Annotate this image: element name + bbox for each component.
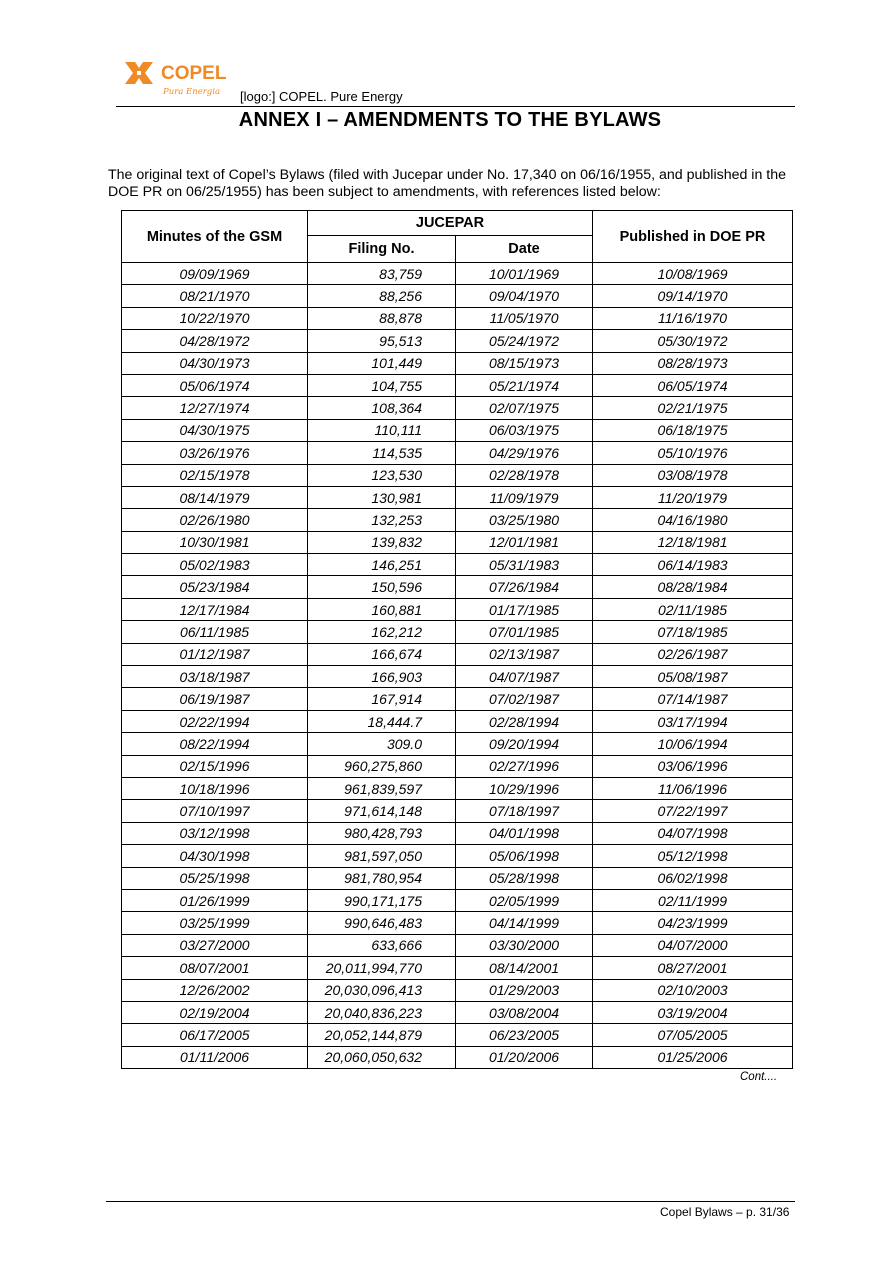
cell-date: 05/21/1974 xyxy=(456,374,593,396)
cell-published: 07/14/1987 xyxy=(593,688,793,710)
cell-filing-no: 961,839,597 xyxy=(308,777,456,799)
cell-minutes: 10/30/1981 xyxy=(122,531,308,553)
table-row xyxy=(122,531,793,553)
cell-date: 07/01/1985 xyxy=(456,621,593,643)
cell-date: 01/29/2003 xyxy=(456,979,593,1001)
header-published: Published in DOE PR xyxy=(593,211,793,263)
cell-published: 03/17/1994 xyxy=(593,710,793,732)
cell-filing-no: 104,755 xyxy=(308,374,456,396)
page-title: ANNEX I – AMENDMENTS TO THE BYLAWS xyxy=(238,109,662,131)
cell-filing-no: 146,251 xyxy=(308,554,456,576)
cell-published: 10/08/1969 xyxy=(593,263,793,285)
cell-published: 12/18/1981 xyxy=(593,531,793,553)
cell-filing-no: 167,914 xyxy=(308,688,456,710)
cell-minutes: 07/10/1997 xyxy=(122,800,308,822)
table-row xyxy=(122,307,793,329)
cell-published: 11/06/1996 xyxy=(593,777,793,799)
cell-minutes: 05/25/1998 xyxy=(122,867,308,889)
cell-filing-no: 309.0 xyxy=(308,733,456,755)
cell-date: 02/28/1994 xyxy=(456,710,593,732)
cell-minutes: 03/27/2000 xyxy=(122,934,308,956)
cell-published: 05/08/1987 xyxy=(593,666,793,688)
cell-filing-no: 960,275,860 xyxy=(308,755,456,777)
table-row xyxy=(122,486,793,508)
cell-filing-no: 88,878 xyxy=(308,307,456,329)
cell-published: 08/28/1984 xyxy=(593,576,793,598)
header-filing-no: Filing No. xyxy=(308,236,456,263)
header-jucepar: JUCEPAR xyxy=(308,211,593,236)
cell-published: 10/06/1994 xyxy=(593,733,793,755)
cell-minutes: 05/02/1983 xyxy=(122,554,308,576)
cell-filing-no: 88,256 xyxy=(308,285,456,307)
cell-minutes: 05/06/1974 xyxy=(122,374,308,396)
cell-filing-no: 83,759 xyxy=(308,263,456,285)
cell-date: 02/13/1987 xyxy=(456,643,593,665)
cell-filing-no: 990,171,175 xyxy=(308,889,456,911)
cell-date: 05/31/1983 xyxy=(456,554,593,576)
cell-minutes: 10/18/1996 xyxy=(122,777,308,799)
table-body xyxy=(122,263,793,1069)
cell-minutes: 03/12/1998 xyxy=(122,822,308,844)
cell-published: 04/07/1998 xyxy=(593,822,793,844)
table-row xyxy=(122,688,793,710)
cell-date: 04/07/1987 xyxy=(456,666,593,688)
cell-minutes: 04/30/1975 xyxy=(122,419,308,441)
cell-published: 07/05/2005 xyxy=(593,1024,793,1046)
cell-minutes: 09/09/1969 xyxy=(122,263,308,285)
cell-date: 05/28/1998 xyxy=(456,867,593,889)
cell-published: 03/06/1996 xyxy=(593,755,793,777)
cell-date: 07/18/1997 xyxy=(456,800,593,822)
continued-note: Cont.... xyxy=(740,1071,778,1083)
table-row xyxy=(122,822,793,844)
copel-logo xyxy=(123,58,233,100)
table-row xyxy=(122,777,793,799)
cell-filing-no: 162,212 xyxy=(308,621,456,643)
cell-minutes: 04/30/1998 xyxy=(122,845,308,867)
cell-minutes: 08/07/2001 xyxy=(122,957,308,979)
cell-published: 06/18/1975 xyxy=(593,419,793,441)
cell-date: 02/28/1978 xyxy=(456,464,593,486)
cell-published: 02/11/1985 xyxy=(593,598,793,620)
amendments-table xyxy=(121,210,793,1069)
logo-wordmark: COPEL xyxy=(161,63,227,84)
cell-filing-no: 18,444.7 xyxy=(308,710,456,732)
table-row xyxy=(122,889,793,911)
table-row xyxy=(122,397,793,419)
cell-filing-no: 20,052,144,879 xyxy=(308,1024,456,1046)
table-row xyxy=(122,554,793,576)
cell-minutes: 02/15/1978 xyxy=(122,464,308,486)
cell-date: 02/27/1996 xyxy=(456,755,593,777)
cell-minutes: 10/22/1970 xyxy=(122,307,308,329)
cell-published: 02/10/2003 xyxy=(593,979,793,1001)
cell-minutes: 06/11/1985 xyxy=(122,621,308,643)
cell-minutes: 05/23/1984 xyxy=(122,576,308,598)
cell-published: 02/11/1999 xyxy=(593,889,793,911)
cell-date: 06/03/1975 xyxy=(456,419,593,441)
cell-filing-no: 166,674 xyxy=(308,643,456,665)
cell-published: 11/20/1979 xyxy=(593,486,793,508)
table-row xyxy=(122,845,793,867)
cell-date: 03/08/2004 xyxy=(456,1001,593,1023)
table-row xyxy=(122,979,793,1001)
table-row xyxy=(122,509,793,531)
table-row xyxy=(122,800,793,822)
cell-minutes: 12/26/2002 xyxy=(122,979,308,1001)
cell-filing-no: 150,596 xyxy=(308,576,456,598)
cell-date: 02/05/1999 xyxy=(456,889,593,911)
table-row xyxy=(122,867,793,889)
table-row xyxy=(122,352,793,374)
cell-published: 06/05/1974 xyxy=(593,374,793,396)
cell-minutes: 01/26/1999 xyxy=(122,889,308,911)
cell-published: 07/18/1985 xyxy=(593,621,793,643)
cell-minutes: 03/25/1999 xyxy=(122,912,308,934)
cell-published: 08/27/2001 xyxy=(593,957,793,979)
table-row xyxy=(122,285,793,307)
cell-published: 04/16/1980 xyxy=(593,509,793,531)
table-row xyxy=(122,263,793,285)
table-row xyxy=(122,733,793,755)
intro-paragraph: The original text of Copel’s Bylaws (filed with Jucepar under No. 17,340 on 06/16/1955, and published in the DOE PR on 06/25/1955) has been subject to amendments, with references listed below: xyxy=(108,167,787,200)
table-row xyxy=(122,710,793,732)
cell-filing-no: 980,428,793 xyxy=(308,822,456,844)
logo-caption: [logo:] COPEL. Pure Energy xyxy=(240,89,403,104)
cell-date: 08/15/1973 xyxy=(456,352,593,374)
page-footer: Copel Bylaws – p. 31/36 xyxy=(660,1205,790,1219)
cell-date: 01/20/2006 xyxy=(456,1046,593,1068)
cell-filing-no: 110,111 xyxy=(308,419,456,441)
cell-date: 02/07/1975 xyxy=(456,397,593,419)
cell-filing-no: 160,881 xyxy=(308,598,456,620)
cell-minutes: 03/26/1976 xyxy=(122,442,308,464)
header-divider xyxy=(116,106,795,107)
cell-filing-no: 114,535 xyxy=(308,442,456,464)
cell-date: 09/20/1994 xyxy=(456,733,593,755)
table-row xyxy=(122,576,793,598)
cell-minutes: 06/19/1987 xyxy=(122,688,308,710)
cell-filing-no: 971,614,148 xyxy=(308,800,456,822)
cell-published: 06/02/1998 xyxy=(593,867,793,889)
cell-published: 07/22/1997 xyxy=(593,800,793,822)
cell-filing-no: 20,011,994,770 xyxy=(308,957,456,979)
cell-minutes: 12/17/1984 xyxy=(122,598,308,620)
cell-minutes: 02/19/2004 xyxy=(122,1001,308,1023)
cell-published: 02/21/1975 xyxy=(593,397,793,419)
cell-minutes: 04/30/1973 xyxy=(122,352,308,374)
cell-date: 08/14/2001 xyxy=(456,957,593,979)
cell-filing-no: 139,832 xyxy=(308,531,456,553)
cell-minutes: 08/14/1979 xyxy=(122,486,308,508)
cell-published: 06/14/1983 xyxy=(593,554,793,576)
cell-date: 03/25/1980 xyxy=(456,509,593,531)
cell-published: 03/08/1978 xyxy=(593,464,793,486)
table-row xyxy=(122,464,793,486)
cell-filing-no: 20,060,050,632 xyxy=(308,1046,456,1068)
cell-filing-no: 123,530 xyxy=(308,464,456,486)
logo-tagline: Pura Energia xyxy=(163,87,221,97)
cell-date: 07/26/1984 xyxy=(456,576,593,598)
cell-minutes: 08/21/1970 xyxy=(122,285,308,307)
cell-published: 04/23/1999 xyxy=(593,912,793,934)
cell-filing-no: 990,646,483 xyxy=(308,912,456,934)
cell-minutes: 04/28/1972 xyxy=(122,330,308,352)
cell-filing-no: 981,780,954 xyxy=(308,867,456,889)
table-row xyxy=(122,598,793,620)
table-row xyxy=(122,442,793,464)
cell-date: 12/01/1981 xyxy=(456,531,593,553)
cell-date: 03/30/2000 xyxy=(456,934,593,956)
table-row xyxy=(122,643,793,665)
table-row xyxy=(122,934,793,956)
table-row xyxy=(122,957,793,979)
cell-minutes: 02/26/1980 xyxy=(122,509,308,531)
cell-date: 04/29/1976 xyxy=(456,442,593,464)
cell-published: 03/19/2004 xyxy=(593,1001,793,1023)
cell-filing-no: 130,981 xyxy=(308,486,456,508)
table-row xyxy=(122,374,793,396)
cell-date: 07/02/1987 xyxy=(456,688,593,710)
cell-published: 11/16/1970 xyxy=(593,307,793,329)
cell-date: 05/06/1998 xyxy=(456,845,593,867)
cell-published: 09/14/1970 xyxy=(593,285,793,307)
cell-published: 02/26/1987 xyxy=(593,643,793,665)
header-minutes: Minutes of the GSM xyxy=(122,211,308,263)
cell-minutes: 06/17/2005 xyxy=(122,1024,308,1046)
cell-date: 01/17/1985 xyxy=(456,598,593,620)
table-row xyxy=(122,666,793,688)
cell-filing-no: 101,449 xyxy=(308,352,456,374)
cell-minutes: 02/15/1996 xyxy=(122,755,308,777)
table-row xyxy=(122,621,793,643)
cell-minutes: 01/11/2006 xyxy=(122,1046,308,1068)
cell-minutes: 12/27/1974 xyxy=(122,397,308,419)
cell-date: 10/01/1969 xyxy=(456,263,593,285)
cell-minutes: 03/18/1987 xyxy=(122,666,308,688)
cell-date: 11/09/1979 xyxy=(456,486,593,508)
cell-published: 05/10/1976 xyxy=(593,442,793,464)
cell-minutes: 02/22/1994 xyxy=(122,710,308,732)
cell-published: 05/30/1972 xyxy=(593,330,793,352)
cell-minutes: 08/22/1994 xyxy=(122,733,308,755)
cell-date: 11/05/1970 xyxy=(456,307,593,329)
cell-published: 05/12/1998 xyxy=(593,845,793,867)
cell-filing-no: 633,666 xyxy=(308,934,456,956)
cell-date: 05/24/1972 xyxy=(456,330,593,352)
cell-minutes: 01/12/1987 xyxy=(122,643,308,665)
cell-filing-no: 95,513 xyxy=(308,330,456,352)
table-row xyxy=(122,912,793,934)
cell-published: 08/28/1973 xyxy=(593,352,793,374)
cell-filing-no: 20,040,836,223 xyxy=(308,1001,456,1023)
cell-date: 10/29/1996 xyxy=(456,777,593,799)
cell-date: 06/23/2005 xyxy=(456,1024,593,1046)
cell-published: 04/07/2000 xyxy=(593,934,793,956)
header-date: Date xyxy=(456,236,593,263)
cell-date: 04/14/1999 xyxy=(456,912,593,934)
table-row xyxy=(122,419,793,441)
cell-date: 09/04/1970 xyxy=(456,285,593,307)
cell-filing-no: 981,597,050 xyxy=(308,845,456,867)
cell-filing-no: 166,903 xyxy=(308,666,456,688)
footer-divider xyxy=(106,1201,795,1202)
table-row xyxy=(122,1046,793,1068)
table-row xyxy=(122,1001,793,1023)
table-row xyxy=(122,330,793,352)
table-row xyxy=(122,755,793,777)
table-row xyxy=(122,1024,793,1046)
cell-filing-no: 132,253 xyxy=(308,509,456,531)
cell-date: 04/01/1998 xyxy=(456,822,593,844)
cell-published: 01/25/2006 xyxy=(593,1046,793,1068)
cell-filing-no: 108,364 xyxy=(308,397,456,419)
cell-filing-no: 20,030,096,413 xyxy=(308,979,456,1001)
